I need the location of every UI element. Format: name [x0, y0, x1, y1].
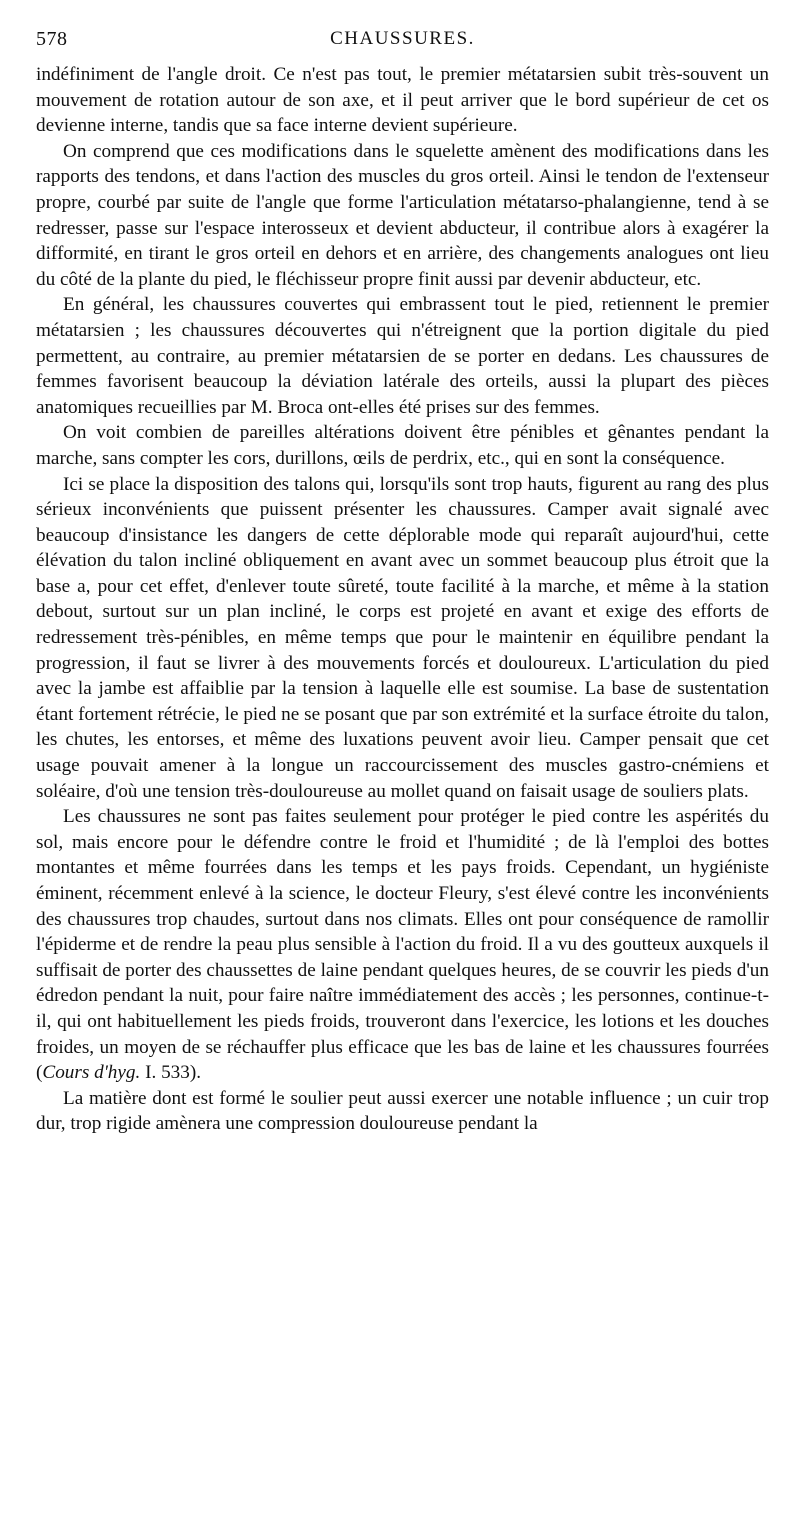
paragraph-continuation: indéfiniment de l'angle droit. Ce n'est pas tout, le premier métatarsien subit très-souvent un mouvement de rotation autour de son axe, et il peut arriver que le bord supérieur de cet os devienne interne, tandis que sa face interne devient supérieure. — [36, 64, 769, 137]
page-header — [36, 22, 769, 52]
page-number: 578 — [36, 28, 68, 50]
body-text — [36, 62, 769, 1137]
book-page — [36, 22, 769, 1137]
citation-italic: Cours d'hyg. — [42, 1062, 141, 1084]
paragraph-froid-humidite — [36, 804, 769, 1086]
paragraph-alterations: On voit combien de pareilles altérations doivent être pénibles et gênantes pendant la marche, sans compter les cors, durillons, œils de perdrix, etc., qui en sont la conséquence. — [36, 422, 769, 469]
paragraph-chaussures-couvertes: En général, les chaussures couvertes qui embrassent tout le pied, retiennent le premier métatarsien ; les chaussures découvertes qui n'étreignent que la portion digitale du pied permettent, au contraire, au premier métatarsien de se porter en dedans. Les chaussures de femmes favorisent beaucoup la déviation latérale des orteils, aussi la plupart des pièces anatomiques recueillies par M. Broca ont-elles été prises sur des femmes. — [36, 294, 769, 418]
paragraph-matiere-soulier: La matière dont est formé le soulier peut aussi exercer une notable influence ; un cuir trop dur, trop rigide amènera une compression douloureuse pendant la — [36, 1087, 769, 1135]
citation-rest: I. 533). — [140, 1062, 202, 1084]
paragraph-talons: Ici se place la disposition des talons qui, lorsqu'ils sont trop hauts, figurent au rang des plus sérieux inconvénients que puissent présenter les chaussures. Camper avait signalé avec beaucoup d'insistance les dangers de cette déplorable mode qui reparaît aujourd'hui, cette élévation du talon incliné obliquement en avant avec un sommet beaucoup plus étroit que la base a, pour cet effet, d'enlever toute sûreté, toute facilité à la marche, et même à la station debout, surtout sur un plan incliné, le corps est projeté en avant et exige des efforts de redressement très-pénibles, en même temps que pour le maintenir en équilibre pendant la progression, il faut se livrer à des mouvements forcés et douloureux. L'articulation du pied avec la jambe est affaiblie par la tension à laquelle elle est soumise. La base de sustentation étant fortement rétrécie, le pied ne se posant que par son extrémité et la surface étroite du talon, les chutes, les entorses, et même des luxations peuvent avoir lieu. Camper pensait que cet usage pouvait amener à la longue un raccourcissement des muscles gastro-cnémiens et soléaire, d'où une tension très-douloureuse au mollet quand on faisait usage de souliers plats. — [36, 473, 769, 802]
paragraph-tendons: On comprend que ces modifications dans le squelette amènent des modifications dans les rapports des tendons, et dans l'action des muscles du gros orteil. Ainsi le tendon de l'extenseur propre, courbé par suite de l'angle que forme l'articulation métatarso-phalangienne, tend à se redresser, passe sur l'espace interosseux et devient abducteur, il contribue alors à exagérer la difformité, en tirant le gros orteil en dehors et en arrière, des changements analogues ont lieu du côté de la plante du pied, le fléchisseur propre finit aussi par devenir abducteur, etc. — [36, 140, 769, 290]
running-title: CHAUSSURES. — [330, 28, 475, 49]
paragraph-froid-humidite-text: Les chaussures ne sont pas faites seulement pour protéger le pied contre les aspérités du sol, mais encore pour le défendre contre le froid et l'humidité ; de là l'emploi des bottes montantes et même fourrées dans les temps et les pays froids. Cependant, un hygiéniste éminent, récemment enlevé à la science, le docteur Fleury, s'est élevé contre les inconvénients des chaussures trop chaudes, surtout dans nos climats. Elles ont pour conséquence de ramollir l'épiderme et de rendre la peau plus sensible à l'action du froid. Il a vu des goutteux auxquels il suffisait de porter des chaussettes de laine pendant quelques heures, de se couvrir les pieds d'un édredon pendant la nuit, pour faire naître immédiatement des accès ; les personnes, continue-t-il, qui ont habituellement les pieds froids, trouveront dans l'exercice, les lotions et les douches froides, un moyen de se réchauffer plus efficace que les bas de laine et les chaussures fourrées ( — [36, 806, 769, 1084]
